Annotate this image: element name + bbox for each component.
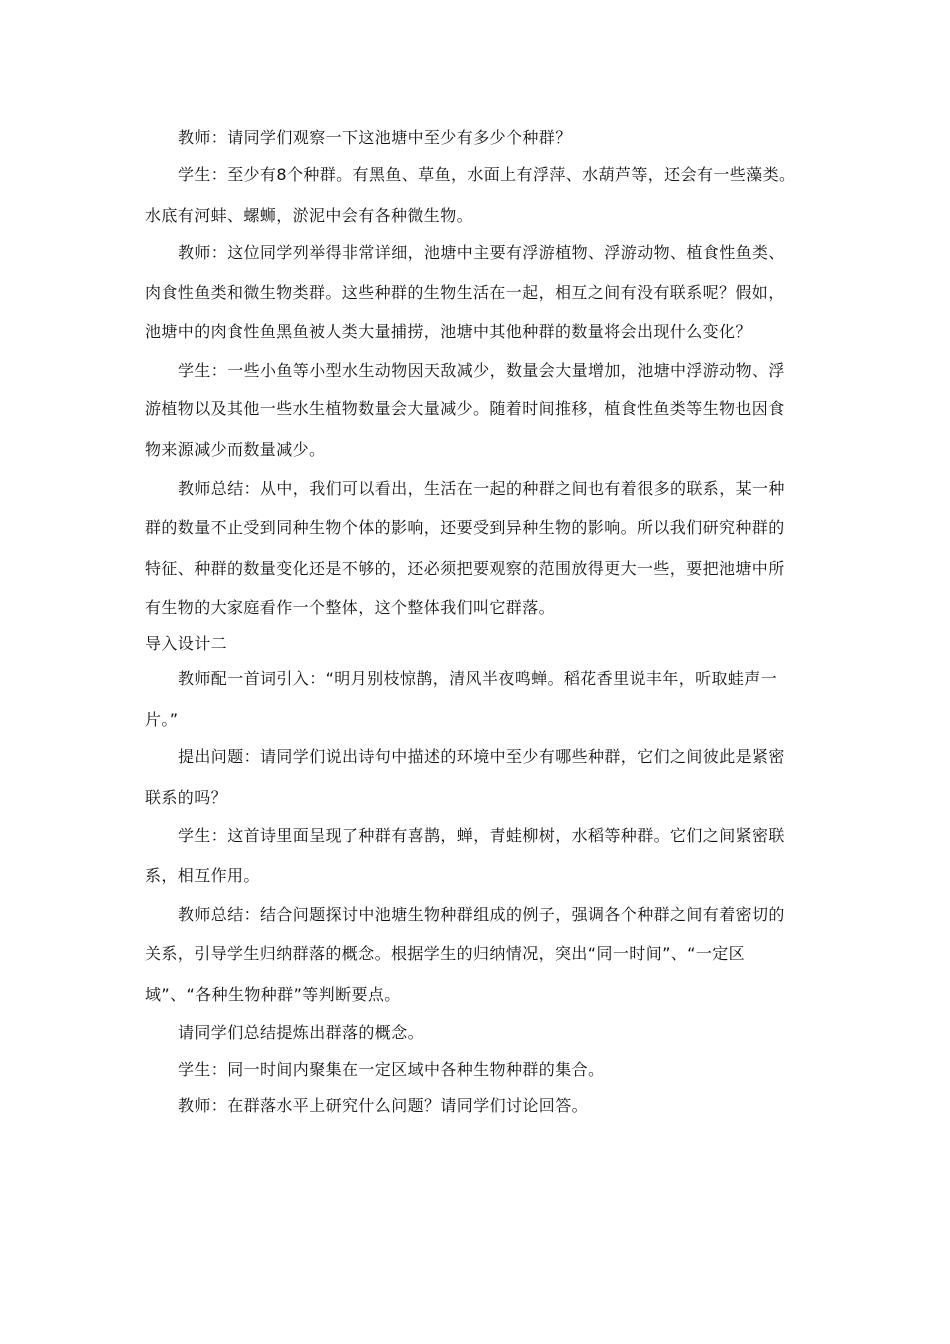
paragraph-line: 教师总结：结合问题探讨中池塘生物种群组成的例子，强调各个种群之间有着密切的 <box>178 905 785 924</box>
paragraph-line: 学生：同一时间内聚集在一定区域中各种生物种群的集合。 <box>178 1060 605 1079</box>
paragraph-line: 物来源减少而数量减少。 <box>145 440 326 459</box>
paragraph-line: 群的数量不止受到同种生物个体的影响，还要受到异种生物的影响。所以我们研究种群的 <box>145 518 785 537</box>
paragraph-line: 系，相互作用。 <box>145 866 260 885</box>
paragraph-line: 特征、种群的数量变化还是不够的，还必须把要观察的范围放得更大一些，要把池塘中所 <box>145 559 785 578</box>
paragraph-line: 池塘中的肉食性鱼黑鱼被人类大量捕捞，池塘中其他种群的数量将会出现什么变化？ <box>145 322 752 341</box>
paragraph-line: 学生：至少有8个种群。有黑鱼、草鱼，水面上有浮萍、水葫芦等，还会有一些藻类。 <box>178 165 796 184</box>
paragraph-line: 联系的吗？ <box>145 788 228 807</box>
paragraph-line: 域”、“各种生物种群”等判断要点。 <box>145 985 401 1004</box>
paragraph-line: 教师总结：从中，我们可以看出，生活在一起的种群之间也有着很多的联系，某一种 <box>178 479 785 498</box>
paragraph-line: 关系，引导学生归纳群落的概念。根据学生的归纳情况，突出“同一时间”、“一定区 <box>145 944 746 963</box>
paragraph-line: 教师：在群落水平上研究什么问题？请同学们讨论回答。 <box>178 1096 589 1115</box>
paragraph-line: 教师配一首词引入：“明月别枝惊鹊，清风半夜鸣蝉。稻花香里说丰年，听取蛙声一 <box>178 669 778 688</box>
paragraph-line: 有生物的大家庭看作一个整体，这个整体我们叫它群落。 <box>145 598 556 617</box>
paragraph-line: 教师：请同学们观察一下这池塘中至少有多少个种群？ <box>178 128 572 147</box>
paragraph-line: 片。” <box>145 710 179 729</box>
paragraph-line: 提出问题：请同学们说出诗句中描述的环境中至少有哪些种群，它们之间彼此是紧密 <box>178 747 785 766</box>
paragraph-line: 学生：这首诗里面呈现了种群有喜鹊，蝉，青蛙柳树，水稻等种群。它们之间紧密联 <box>178 826 785 845</box>
paragraph-line: 水底有河蚌、螺蛳，淤泥中会有各种微生物。 <box>145 206 474 225</box>
paragraph-line: 请同学们总结提炼出群落的概念。 <box>178 1023 425 1042</box>
paragraph-line: 学生：一些小鱼等小型水生动物因天敌减少，数量会大量增加，池塘中浮游动物、浮 <box>178 361 785 380</box>
paragraph-line: 肉食性鱼类和微生物类群。这些种群的生物生活在一起，相互之间有没有联系呢？假如， <box>145 283 785 302</box>
section-heading: 导入设计二 <box>145 634 228 653</box>
paragraph-line: 教师：这位同学列举得非常详细，池塘中主要有浮游植物、浮游动物、植食性鱼类、 <box>178 243 785 262</box>
paragraph-line: 游植物以及其他一些水生植物数量会大量减少。随着时间推移，植食性鱼类等生物也因食 <box>145 399 785 418</box>
